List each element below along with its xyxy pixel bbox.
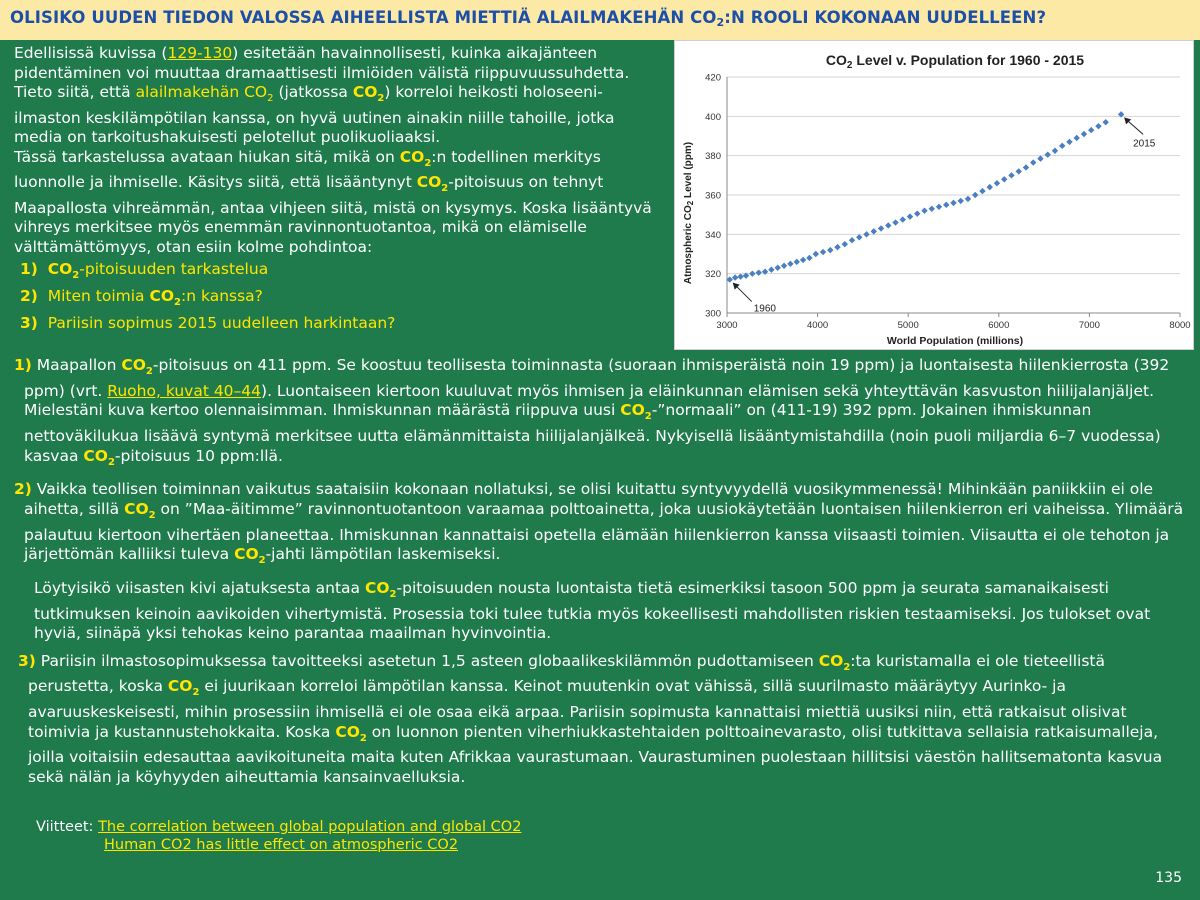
data-point — [965, 196, 971, 202]
data-point — [878, 225, 884, 231]
data-point — [1008, 172, 1014, 178]
data-point — [1103, 119, 1109, 125]
y-tick-label: 320 — [705, 269, 721, 281]
data-point — [849, 237, 855, 243]
data-point — [863, 231, 869, 237]
reference-link-1[interactable]: The correlation between global population and global CO2 — [98, 819, 522, 835]
data-point — [987, 184, 993, 190]
y-tick-label: 300 — [705, 308, 721, 320]
data-point — [929, 206, 935, 212]
data-point — [820, 249, 826, 255]
data-point — [749, 270, 755, 276]
data-point — [787, 261, 793, 267]
reference-link-2[interactable]: Human CO2 has little effect on atmospheric CO2 — [104, 837, 459, 853]
annotation-1960: 1960 — [753, 303, 776, 315]
topic-item-2: 2) Miten toimia $CO_2:n$ kanssa? — [20, 287, 263, 309]
page-number: 135 — [1155, 870, 1182, 886]
co2-population-chart — [674, 40, 1194, 350]
y-tick-label: 360 — [705, 190, 721, 202]
data-point — [979, 188, 985, 194]
topic-item-1: 1) $CO_2$-pitoisuuden tarkastelua — [20, 260, 269, 282]
data-point — [737, 273, 743, 279]
x-tick-label: 4000 — [807, 320, 829, 331]
data-point — [1045, 151, 1051, 157]
paragraph-3: 3) Pariisin ilmastosopimuksessa tavoitteeksi asetetun 1,5 asteen globaalikeskilämmön pudottamiseen $CO_2:ta$ kuristamalla ei ole tieteellistä perustetta, koska $CO_2$ ei juurikaan korreloi lämpötilan kanssa. Keinot muutenkin ovat vähissä, sillä suurilmasto määräytyy Aurinko- ja avaruuskeskeisesti, mihin prosessiin ihmisellä ei ole osaa eikä arpaa. Pariisin sopimusta kannattaisi miettiä uusiksi niin, että ratkaisut olisivat toimivia ja kustannustehokkaita. Koska $CO_2$ on luonnon pienten viherhiukkastehtaiden polttoainevarasto, olisi tutkittava sellaisia ratkaisumalleja, joilla voitaisiin edesauttaa aavikoituneita maita kuten Afrikkaa vaurastumaan. Vaurastuminen puolestaan hillitsisi väestön hallitsematonta kasvua sekä nälän ja köyhyyden aiheuttamia kansainvaelluksia. — [18, 651, 1163, 786]
annotation-2015: 2015 — [1133, 138, 1156, 150]
data-point — [1001, 176, 1007, 182]
data-point — [958, 198, 964, 204]
data-point — [914, 210, 920, 216]
intro-paragraph-1: Edellisissä kuvissa (129-130) esitetään havainnollisesti, kuinka aikajänteen pidentäminen voi muuttaa dramaattisesti ilmiöiden välistä riippuvuussuhdetta. Tieto siitä, että alailmakehän $CO_2$ (jatkossa $CO_2$) korreloi heikosti holoseeni-ilmaston keskilämpötilan kanssa, on hyvä uutinen ainakin niille tahoille, jotka media on tarkoitushakuisesti pelotellut puolikuoliaaksi. — [14, 44, 630, 147]
data-point — [813, 251, 819, 257]
data-point — [775, 265, 781, 271]
references-label: Viitteet: — [36, 819, 94, 835]
page-title: OLISIKO UUDEN TIEDON VALOSSA AIHEELLISTA MIETTIÄ ALAILMAKEHÄN $CO_2:N$ ROOLI KOKONAAN UUDELLEEN? — [0, 0, 1200, 40]
annotation-arrow-1960 — [735, 285, 752, 302]
topic-item-3: 3) Pariisin sopimus 2015 uudelleen harkintaan? — [20, 314, 396, 333]
references — [36, 818, 521, 854]
y-tick-label: 420 — [705, 72, 721, 84]
data-point — [943, 202, 949, 208]
data-point — [732, 274, 738, 280]
y-tick-label: 340 — [705, 229, 721, 241]
paragraph-2: 2) Vaikka teollisen toiminnan vaikutus saataisiin kokonaan nollatuksi, se olisi kuitattu syntyvyydellä vuosikymmenessä! Mihinkään paniikkiin ei ole aihetta, sillä $CO_2$ on ”Maa-äitimme” ravinnontuotantoon varaamaa polttoainetta, joka uusiokäytetään luontaisen hiilenkierron eri vaiheissa. Ylimäärä palautuu kiertoon vihertäen planeettaa. Ihmiskunnan kannattaisi opetella elämään hiilenkierron kanssa viisaasti toimien. Viisautta ei ole tehoton ja järjettömän kalliiksi tuleva $CO_2$-jahti lämpötilan laskemiseksi. — [14, 480, 1184, 567]
chart-title: $CO_2$ Level v. Population for 1960 - 2015 — [825, 52, 1085, 71]
data-point — [892, 219, 898, 225]
data-point — [1052, 148, 1058, 154]
x-tick-label: 6000 — [988, 320, 1010, 331]
data-point — [1066, 139, 1072, 145]
data-point — [972, 192, 978, 198]
reference-line-1 — [36, 818, 521, 836]
data-point — [936, 204, 942, 210]
intro-section — [14, 44, 664, 333]
reference-line-2 — [36, 836, 521, 854]
data-point — [800, 257, 806, 263]
y-axis-label: Atmospheric $CO_2$ Level (ppm) — [683, 141, 695, 285]
data-point — [1030, 159, 1036, 165]
chart-svg — [675, 41, 1193, 349]
data-point — [871, 228, 877, 234]
data-point — [950, 200, 956, 206]
plot-area — [705, 73, 1190, 332]
main-text — [14, 356, 1186, 796]
link-ruoho[interactable]: Ruoho, kuvat 40–44 — [107, 381, 262, 400]
x-tick-label: 7000 — [1078, 320, 1100, 331]
paragraph-1: 1) Maapallon $CO_2$-pitoisuus on 411 ppm. Se koostuu teollisesta toiminnasta (suoraan ihmisperäistä noin 19 ppm) ja luontaisesta hiilenkierrosta (392 ppm) (vrt. Ruoho, kuvat 40–44). Luontaiseen kiertoon kuuluvat myös ihmisen ja eläinkunnan elämisen sekä yhteyttävän kasvuston hiilijalanjäljet. Mielestäni kuva kertoo olennaisimman. Ihmiskunnan määrästä riippuva uusi $CO_2-”normaali$” on (411-19) 392 ppm. Jokainen ihmiskunnan nettoväkilukua lisäävä syntymä merkitsee uutta elämänmittaista hiilijalanjälkeä. Nykyisellä lisääntymistahdilla (noin puoli miljardia 6–7 vuodessa) kasvaa $CO_2$-pitoisuus 10 ppm:llä. — [14, 356, 1170, 468]
data-point — [1074, 135, 1080, 141]
data-point — [1095, 123, 1101, 129]
data-point — [806, 255, 812, 261]
data-point — [1037, 155, 1043, 161]
data-point — [1016, 168, 1022, 174]
y-tick-label: 400 — [705, 111, 721, 123]
x-tick-label: 5000 — [897, 320, 919, 331]
data-point — [885, 222, 891, 228]
x-axis-label: World Population (millions) — [886, 335, 1024, 347]
paragraph-2b: Löytyisikö viisasten kivi ajatuksesta antaa $CO_2$-pitoisuuden nousta luontaista tietä esimerkiksi tasoon 500 ppm ja seurata samanaikaisesti tutkimuksen keinoin aavikoiden vihertymistä. Prosessia toki tulee tutkia myös kokeellisesti mahdollisten riskien testaamiseksi. Jos tulokset ovat hyviä, siinäpä yksi tehokas keino parantaa maailman hyvinvointia. — [34, 578, 1151, 643]
x-tick-label: 8000 — [1169, 320, 1191, 331]
data-point — [827, 247, 833, 253]
data-point — [907, 213, 913, 219]
data-point — [900, 216, 906, 222]
data-point — [994, 180, 1000, 186]
data-point — [768, 267, 774, 273]
data-point — [781, 263, 787, 269]
data-point — [842, 241, 848, 247]
data-point — [921, 208, 927, 214]
data-point — [756, 269, 762, 275]
data-point — [1081, 131, 1087, 137]
x-tick-label: 3000 — [716, 320, 738, 331]
data-point — [856, 234, 862, 240]
link-129-130[interactable]: 129-130 — [167, 44, 233, 62]
data-point — [794, 259, 800, 265]
data-point — [1059, 143, 1065, 149]
data-point — [1088, 127, 1094, 133]
y-tick-label: 380 — [705, 151, 721, 163]
data-point — [1023, 164, 1029, 170]
intro-paragraph-2: Tässä tarkastelussa avataan hiukan sitä, mikä on $CO_2:n$ todellinen merkitys luonnolle ja ihmiselle. Käsitys siitä, että lisääntynyt $CO_2$-pitoisuus on tehnyt Maapallosta vihreämmän, antaa vihjeen siitä, mistä on kysymys. Koska lisääntyvä vihreys merkitsee myös enemmän ravinnontuotantoa, mikä on elämiselle välttämättömyys, otan esiin kolme pohdintoa: — [14, 147, 652, 256]
data-point — [834, 244, 840, 250]
topic-list — [14, 259, 664, 333]
